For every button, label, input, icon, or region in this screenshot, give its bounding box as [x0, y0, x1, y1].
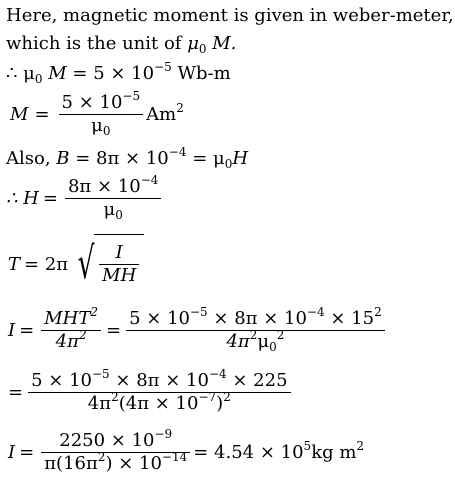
unit: Wb-m	[171, 63, 231, 84]
var-m: M	[42, 63, 67, 84]
text-line-2	[6, 34, 236, 54]
subscript: 0	[198, 42, 207, 56]
fraction-numerator: $5 \times 10^{-5} \times 8\pi \times 10^{-4} \times 225$	[28, 370, 290, 393]
radical-icon: √	[77, 238, 95, 289]
mu-symbol: μ	[187, 33, 199, 54]
fraction-denominator: $\pi(16\pi^2) \times 10^{-14}$	[44, 450, 188, 474]
fraction-numerator: MHT$^2$	[41, 308, 101, 331]
var-i: I	[8, 442, 16, 463]
text-fragment: Also,	[6, 148, 57, 169]
fraction-numerator: $2250 \times 10^{-9}$	[41, 430, 190, 453]
equation-i-result	[6, 427, 365, 475]
fraction-denominator: $4\pi^2\mu_0^2$	[226, 328, 285, 354]
fraction	[99, 242, 139, 287]
equals-two-pi: = 2π	[24, 253, 69, 275]
equals-sign: =	[106, 320, 122, 341]
equals-value: = 5 × 10	[66, 63, 155, 84]
equals-value: = 8π × 10	[69, 148, 169, 169]
equals-mu: = μ	[186, 148, 225, 169]
text-fragment: which is the unit of	[6, 33, 188, 54]
exponent: −4	[168, 145, 187, 159]
equation-moment	[6, 60, 231, 86]
equation-m	[6, 89, 184, 138]
equation-t	[6, 234, 144, 294]
result-value: = $4.54 \times 10^5kg$ $m^2$	[193, 439, 365, 463]
equals-sign: =	[34, 104, 50, 125]
fraction-numerator: $5 \times 10^{-5} \times 8\pi \times 10^{-4} \times 15^2$	[126, 308, 385, 331]
text-fragment: M.	[206, 33, 237, 54]
exponent: −5	[154, 60, 172, 74]
var-b: B	[56, 148, 70, 169]
fraction	[28, 367, 290, 415]
fraction-denominator: $4\pi^2$	[55, 328, 87, 352]
equals-sign: =	[8, 382, 24, 403]
fraction-denominator: $\mu_0$	[91, 115, 111, 138]
fraction-denominator: $\mu_0$	[103, 199, 123, 222]
text-line-1: Here, magnetic moment is given in weber-meter,	[6, 5, 454, 26]
fraction	[59, 89, 144, 138]
fraction-numerator: $8\pi \times 10^{-4}$	[65, 176, 161, 199]
equation-h	[6, 173, 164, 222]
unit: Am$^2$	[146, 101, 184, 125]
fraction	[65, 173, 161, 222]
fraction	[126, 305, 385, 354]
equation-b	[6, 145, 249, 171]
therefore-mu: ∴ μ	[6, 63, 35, 84]
equals-sign: =	[19, 442, 35, 463]
var-h: H	[232, 148, 249, 169]
subscript: 0	[224, 157, 233, 171]
therefore-h: ∴ H	[6, 188, 39, 209]
equation-i-substituted	[6, 367, 294, 415]
square-root	[72, 234, 144, 294]
var-t: T	[8, 253, 21, 275]
equation-i-general	[6, 305, 388, 354]
var-m: M	[10, 104, 29, 125]
var-i: I	[8, 320, 16, 341]
equals-sign: =	[42, 188, 58, 209]
fraction-numerator: I	[99, 242, 139, 265]
fraction-denominator: $4\pi^2(4\pi \times 10^{-7})^2$	[87, 390, 231, 414]
fraction	[41, 427, 190, 475]
fraction-numerator: $5 \times 10^{-5}$	[59, 92, 144, 115]
equals-sign: =	[19, 320, 35, 341]
subscript: 0	[34, 72, 43, 86]
fraction-denominator: MH	[102, 265, 137, 286]
fraction	[41, 305, 101, 353]
